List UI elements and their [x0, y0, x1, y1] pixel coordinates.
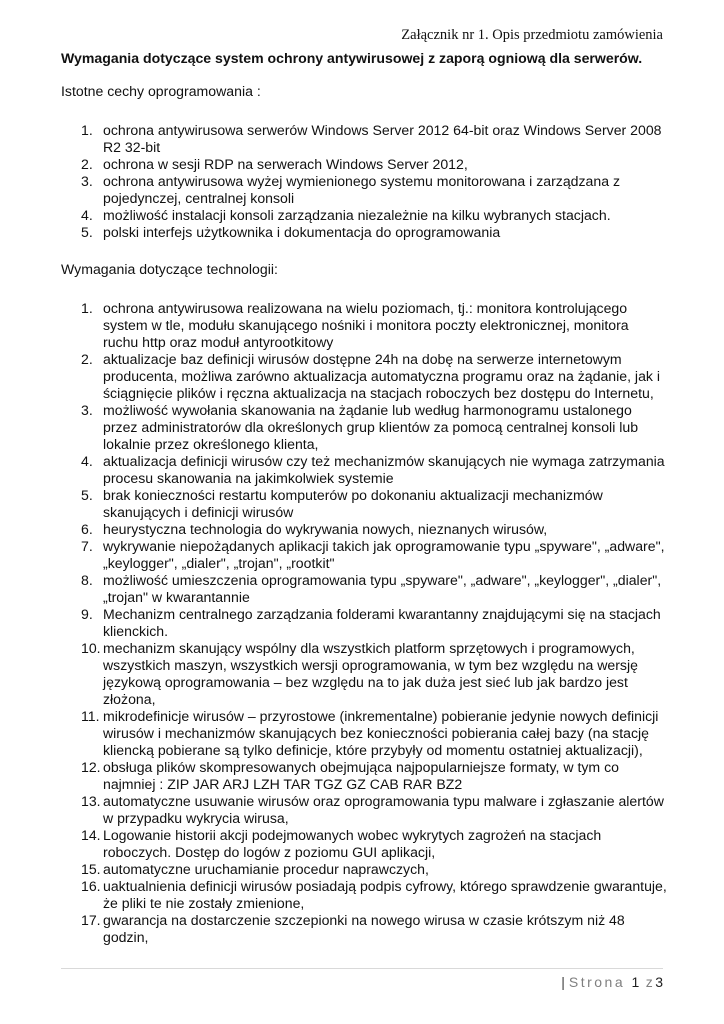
footer-page-total: 3 [655, 974, 663, 990]
page-footer [561, 974, 663, 990]
list-item-text: gwarancja na dostarczenie szczepionki na nowego wirusa w czasie krótszym niż 48 godzin, [103, 912, 625, 945]
list-item [61, 351, 667, 402]
list-item-number: 3. [81, 402, 93, 418]
list-item [61, 538, 667, 572]
list-item [61, 861, 667, 878]
list-item-text: heurystyczna technologia do wykrywania nowych, nieznanych wirusów, [103, 521, 548, 537]
list-item [61, 606, 667, 640]
list-item-number: 9. [81, 606, 93, 622]
footer-separator: | [561, 974, 565, 990]
list-item-number: 13. [81, 793, 101, 809]
list-item [61, 402, 667, 453]
list-item-number: 4. [81, 207, 93, 223]
list-item [61, 300, 667, 351]
list-item-text: ochrona antywirusowa wyżej wymienionego systemu monitorowana i zarządzana z pojedynczej, centralnej konsoli [103, 173, 621, 206]
list-item-text: możliwość umieszczenia oprogramowania typu „spyware", „adware", „keylogger", „dialer", „trojan" w kwarantannie [103, 572, 662, 605]
list-item [61, 122, 667, 156]
footer-page-number: 1 [631, 974, 640, 990]
list-item-number: 7. [81, 538, 93, 554]
section1-list [61, 122, 667, 241]
list-item [61, 521, 667, 538]
document-body [61, 47, 667, 946]
list-item-number: 10. [81, 640, 101, 656]
list-item [61, 207, 667, 224]
list-item [61, 224, 667, 241]
list-item-text: możliwość wywołania skanowania na żądanie lub według harmonogramu ustalonego przez administratorów dla określonych grup klientów za pomocą centralnej konsoli lub lokalnie przez określonego klienta, [103, 402, 639, 452]
list-item-text: ochrona antywirusowa serwerów Windows Server 2012 64-bit oraz Windows Server 2008 R2 32-bit [103, 122, 662, 155]
list-item-number: 2. [81, 351, 93, 367]
list-item [61, 572, 667, 606]
list-item-number: 5. [81, 487, 93, 503]
list-item-number: 11. [81, 708, 100, 724]
list-item-number: 4. [81, 453, 93, 469]
list-item-text: aktualizacja definicji wirusów czy też mechanizmów skanujących nie wymaga zatrzymania procesu skanowania na jakimkolwiek systemie [103, 453, 665, 486]
footer-of: z [645, 974, 656, 990]
list-item-text: ochrona w sesji RDP na serwerach Windows Server 2012, [103, 156, 468, 172]
list-item-text: ochrona antywirusowa realizowana na wielu poziomach, tj.: monitora kontrolującego system w tle, modułu skanującego nośniki i monitora poczty elektronicznej, monitora ruchu http oraz moduł antyrootkitowy [103, 300, 629, 350]
list-item [61, 173, 667, 207]
list-item-number: 1. [81, 122, 93, 138]
list-item-text: Mechanizm centralnego zarządzania folderami kwarantanny znajdującymi się na stacjach klienckich. [103, 606, 661, 639]
list-item [61, 912, 667, 946]
document-title: Wymagania dotyczące system ochrony antywirusowej z zaporą ogniową dla serwerów. [61, 50, 643, 66]
list-item-number: 8. [81, 572, 93, 588]
footer-divider [61, 968, 663, 969]
list-item-text: automatyczne uruchamianie procedur naprawczych, [103, 861, 429, 877]
section2-intro: Wymagania dotyczące technologii: [61, 261, 278, 277]
list-item [61, 793, 667, 827]
attachment-header: Załącznik nr 1. Opis przedmiotu zamówienia [401, 27, 663, 43]
list-item-number: 6. [81, 521, 93, 537]
list-item [61, 708, 667, 759]
list-item [61, 156, 667, 173]
list-item-text: wykrywanie niepożądanych aplikacji takich jak oprogramowanie typu „spyware", „adware", „keylogger", „dialer", „trojan", „rootkit" [103, 538, 665, 571]
list-item [61, 878, 667, 912]
list-item-text: automatyczne usuwanie wirusów oraz oprogramowania typu malware i zgłaszanie alertów w przypadku wykrycia wirusa, [103, 793, 664, 826]
list-item-number: 3. [81, 173, 93, 189]
list-item-number: 16. [81, 878, 101, 894]
list-item-text: polski interfejs użytkownika i dokumentacja do oprogramowania [103, 224, 501, 240]
list-item [61, 640, 667, 708]
list-item-number: 12. [81, 759, 101, 775]
footer-label: Strona [568, 974, 626, 990]
list-item [61, 487, 667, 521]
list-item [61, 453, 667, 487]
list-item-number: 2. [81, 156, 93, 172]
list-item-text: mechanizm skanujący wspólny dla wszystkich platform sprzętowych i programowych, wszystkich maszyn, wszystkich wersji oprogramowania, w tym bez względu na wersję językową oprogramowania – bez względu na to jak duża jest sieć lub jak bardzo jest złożona, [103, 640, 638, 707]
list-item-text: Logowanie historii akcji podejmowanych wobec wykrytych zagrożeń na stacjach roboczych. Dostęp do logów z poziomu GUI aplikacji, [103, 827, 602, 860]
list-item-number: 15. [81, 861, 101, 877]
list-item-text: obsługa plików skompresowanych obejmująca najpopularniejsze formaty, w tym co najmniej : ZIP JAR ARJ LZH TAR TGZ GZ CAB RAR BZ2 [103, 759, 619, 792]
section2-list [61, 300, 667, 946]
list-item-number: 17. [81, 912, 101, 928]
list-item [61, 759, 667, 793]
list-item-text: uaktualnienia definicji wirusów posiadają podpis cyfrowy, którego sprawdzenie gwarantuje, że pliki te nie zostały zmienione, [103, 878, 667, 911]
section1-intro: Istotne cechy oprogramowania : [61, 83, 261, 99]
list-item-number: 5. [81, 224, 93, 240]
list-item-number: 1. [81, 300, 93, 316]
list-item-number: 14. [81, 827, 101, 843]
list-item-text: mikrodefinicje wirusów – przyrostowe (inkrementalne) pobieranie jedynie nowych definicji wirusów i mechanizmów skanujących bez konieczności pobierania całej bazy (na stację kliencką pobierane są tylko definicje, które przybyły od momentu ostatniej aktualizacji), [103, 708, 659, 758]
list-item-text: możliwość instalacji konsoli zarządzania niezależnie na kilku wybranych stacjach. [103, 207, 611, 223]
list-item-text: brak konieczności restartu komputerów po dokonaniu aktualizacji mechanizmów skanujących i definicji wirusów [103, 487, 603, 520]
list-item-text: aktualizacje baz definicji wirusów dostępne 24h na dobę na serwerze internetowym producenta, możliwa zarówno aktualizacja automatyczna programu oraz na żądanie, jak i ściągnięcie plików i ręczna aktualizacja na stacjach roboczych bez dostępu do Internetu, [103, 351, 660, 401]
list-item [61, 827, 667, 861]
